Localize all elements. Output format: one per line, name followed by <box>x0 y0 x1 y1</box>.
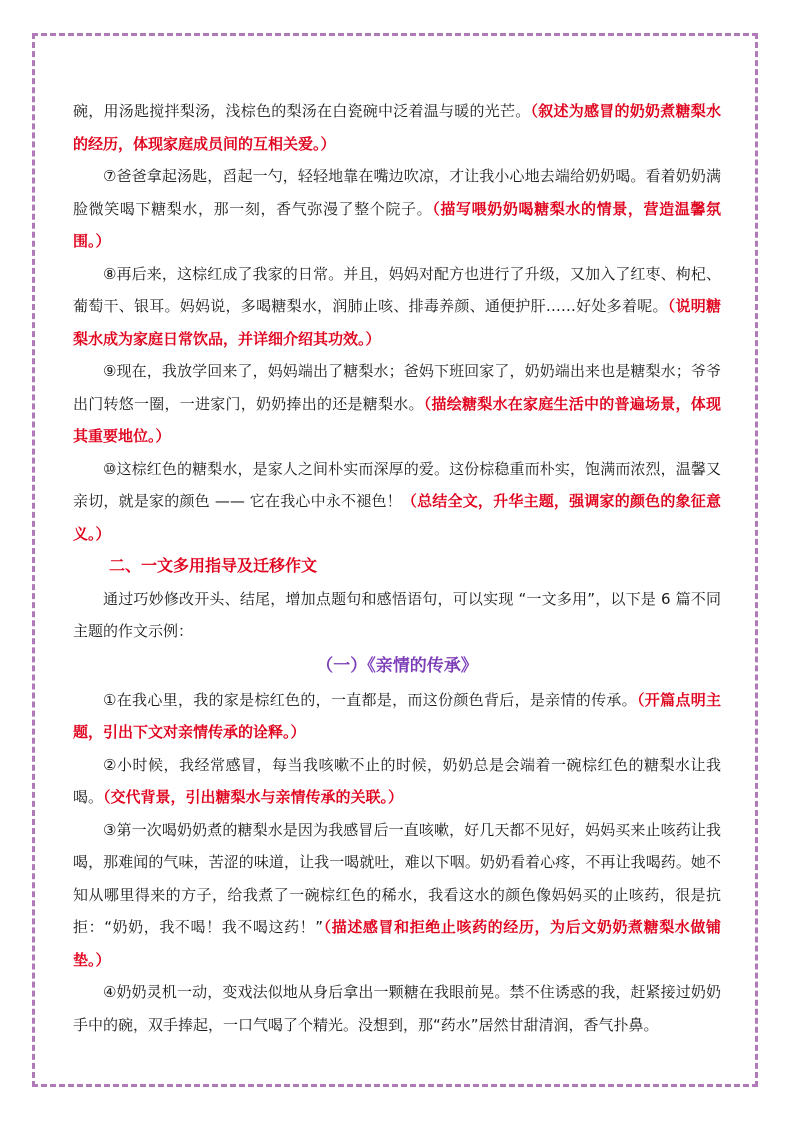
paragraph-text: ①在我心里，我的家是棕红色的，一直都是，而这份颜色背后，是亲情的传承。 <box>103 690 637 709</box>
paragraph-text: 碗，用汤匙搅拌梨汤，浅棕色的梨汤在白瓷碗中泛着温与暖的光芒。 <box>73 102 531 120</box>
paragraph-text: ⑨现在，我放学回来了，妈妈端出了糖梨水；爸妈下班回家了，奶奶端出来也是糖梨水；爷爷出门转悠一圈，一进家门，奶奶捧出的还是糖梨水。 <box>73 362 721 413</box>
annotation-note: （描述感冒和拒绝止咳药的经历，为后文奶奶煮糖梨水做铺垫。） <box>73 918 721 969</box>
annotation-note: （描写喂奶奶喝糖梨水的情景，营造温馨氛围。） <box>73 199 721 250</box>
paragraph <box>73 814 721 977</box>
intro-paragraph: 通过巧妙修改开头、结尾，增加点题句和感悟语句，可以实现 “一文多用”，以下是 6 篇不同主题的作文示例： <box>73 589 721 640</box>
document-body <box>73 95 721 1041</box>
paragraph-text: ③第一次喝奶奶煮的糖梨水是因为我感冒后一直咳嗽，好几天都不见好，妈妈买来止咳药让我喝，那难闻的气味，苦涩的味道，让我一喝就吐，难以下咽。奶奶看着心疼，不再让我喝药。她不知从哪里得来的方子，给我煮了一碗棕红色的稀水，我看这水的颜色像妈妈买的止咳药，很是抗拒：“奶奶，我不喝！我不喝这药！” <box>73 820 721 936</box>
paragraph <box>73 355 721 453</box>
paragraph-text: ⑧再后来，这棕红成了我家的日常。并且，妈妈对配方也进行了升级，又加入了红枣、枸杞、葡萄干、银耳。妈妈说，多喝糖梨水，润肺止咳、排毒养颜、通便护肝……好处多着呢。 <box>73 264 721 315</box>
paragraph <box>73 684 721 749</box>
paragraph <box>73 258 721 356</box>
section-title: 二、一文多用指导及迁移作文 <box>109 556 318 575</box>
annotation-note: （总结全文，升华主题，强调家的颜色的象征意义。） <box>73 492 721 543</box>
paragraph <box>73 749 721 814</box>
paragraph-text: ④奶奶灵机一动，变戏法似地从身后拿出一颗糖在我眼前晃。禁不住诱惑的我，赶紧接过奶奶手中的碗，双手捧起，一口气喝了个精光。没想到，那“药水”居然甘甜清润，香气扑鼻。 <box>73 983 721 1034</box>
paragraph <box>73 95 721 160</box>
paragraph <box>73 453 721 551</box>
annotation-note: （描绘糖梨水在家庭生活中的普遍场景，体现其重要地位。） <box>73 394 721 445</box>
essay-title: （一）《亲情的传承》 <box>316 655 478 676</box>
essay-body <box>73 684 721 1042</box>
paragraph <box>73 976 721 1041</box>
annotation-note: （说明糖梨水成为家庭日常饮品，并详细介绍其功效。） <box>73 297 721 348</box>
annotation-note: （叙述为感冒的奶奶煮糖梨水的经历，体现家庭成员间的互相关爱。） <box>73 102 721 153</box>
annotation-note: （交代背景，引出糖梨水与亲情传承的关联。） <box>103 788 404 806</box>
paragraph <box>73 160 721 258</box>
essay-continued <box>73 95 721 550</box>
annotation-note: （开篇点明主题，引出下文对亲情传承的诠释。） <box>73 690 721 741</box>
paragraph-text: ②小时候，我经常感冒，每当我咳嗽不止的时候，奶奶总是会端着一碗棕红色的糖梨水让我喝。 <box>73 755 721 806</box>
paragraph-text: ⑦爸爸拿起汤匙，舀起一勺，轻轻地靠在嘴边吹凉，才让我小心地去端给奶奶喝。看着奶奶满脸微笑喝下糖梨水，那一刻，香气弥漫了整个院子。 <box>73 167 721 218</box>
paragraph-text: ⑩这棕红色的糖梨水，是家人之间朴实而深厚的爱。这份棕稳重而朴实，饱满而浓烈，温馨又亲切，就是家的颜色 —— 它在我心中永不褪色！ <box>73 459 721 510</box>
